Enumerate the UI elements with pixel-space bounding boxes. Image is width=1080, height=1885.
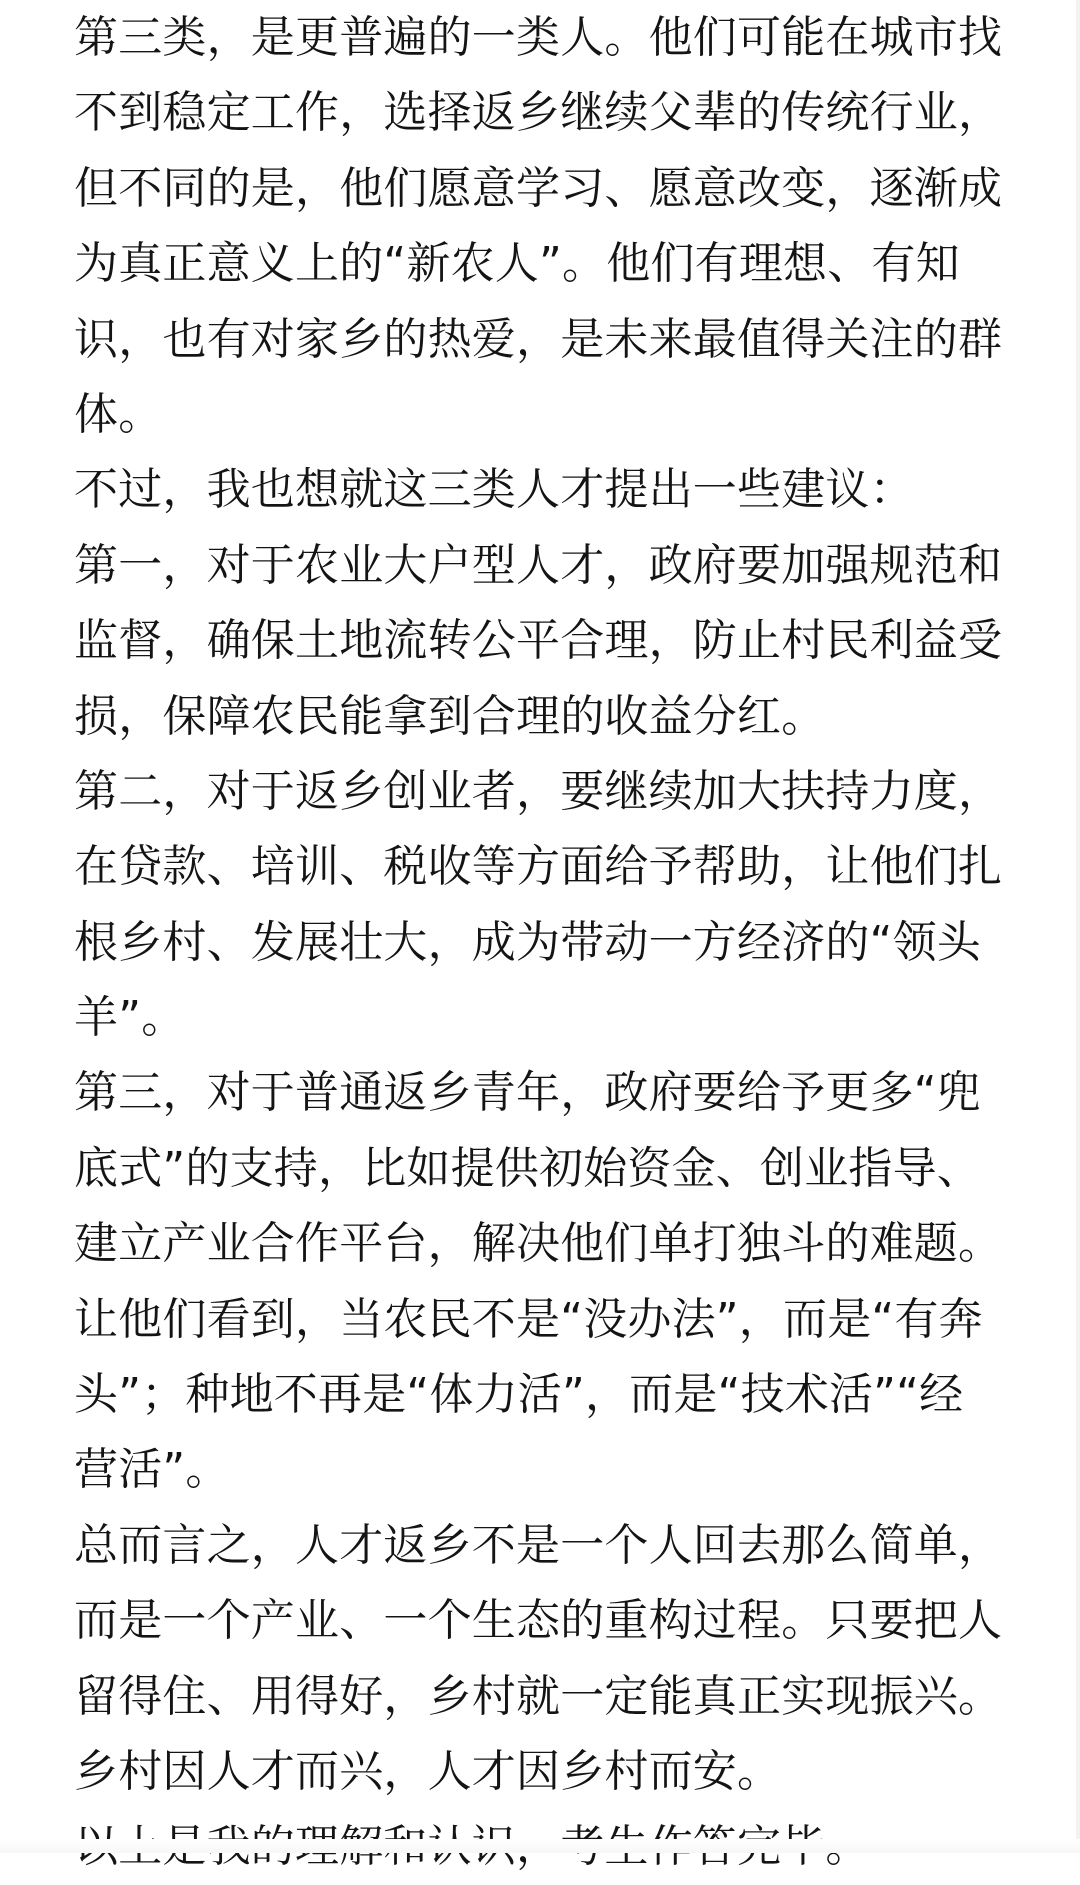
text-line: 第三，对于普通返乡青年，政府要给予更多“兜 xyxy=(74,1067,981,1119)
text-line: 让他们看到，当农民不是“没办法”，而是“有奔 xyxy=(74,1293,983,1345)
text-line: 在贷款、培训、税收等方面给予帮助，让他们扎 xyxy=(74,841,1003,893)
text-line: 不到稳定工作，选择返乡继续父辈的传统行业， xyxy=(74,87,1003,139)
essay-text xyxy=(74,0,1014,1885)
text-line: 建立产业合作平台，解决他们单打独斗的难题。 xyxy=(74,1218,1003,1270)
text-line: 根乡村、发展壮大，成为带动一方经济的“领头 xyxy=(74,916,981,968)
page-bottom-shade xyxy=(0,1839,1080,1853)
text-line: 不过，我也想就这三类人才提出一些建议： xyxy=(74,464,914,516)
text-line: 损，保障农民能拿到合理的收益分红。 xyxy=(74,690,826,742)
text-line: 第一，对于农业大户型人才，政府要加强规范和 xyxy=(74,539,1003,591)
text-line: 底式”的支持，比如提供初始资金、创业指导、 xyxy=(74,1142,981,1194)
text-line: 为真正意义上的“新农人”。他们有理想、有知 xyxy=(74,238,960,290)
page-edge xyxy=(1076,0,1080,1853)
text-line: 留得住、用得好，乡村就一定能真正实现振兴。 xyxy=(74,1670,1003,1722)
text-line: 总而言之，人才返乡不是一个人回去那么简单， xyxy=(74,1519,1003,1571)
text-line: 第二，对于返乡创业者，要继续加大扶持力度， xyxy=(74,765,1003,817)
text-line: 体。 xyxy=(74,388,163,440)
text-line: 但不同的是，他们愿意学习、愿意改变，逐渐成 xyxy=(74,162,1003,214)
text-line: 第三类，是更普遍的一类人。他们可能在城市找 xyxy=(74,12,1003,63)
text-line: 而是一个产业、一个生态的重构过程。只要把人 xyxy=(74,1595,1003,1647)
text-line: 监督，确保土地流转公平合理，防止村民利益受 xyxy=(74,615,1003,667)
text-line: 识，也有对家乡的热爱，是未来最值得关注的群 xyxy=(74,313,1003,365)
text-line: 营活”。 xyxy=(74,1444,230,1496)
text-line: 羊”。 xyxy=(74,992,186,1044)
text-line: 乡村因人才而兴，人才因乡村而安。 xyxy=(74,1745,782,1797)
text-line: 头”；种地不再是“体力活”，而是“技术活”“经 xyxy=(74,1369,964,1421)
